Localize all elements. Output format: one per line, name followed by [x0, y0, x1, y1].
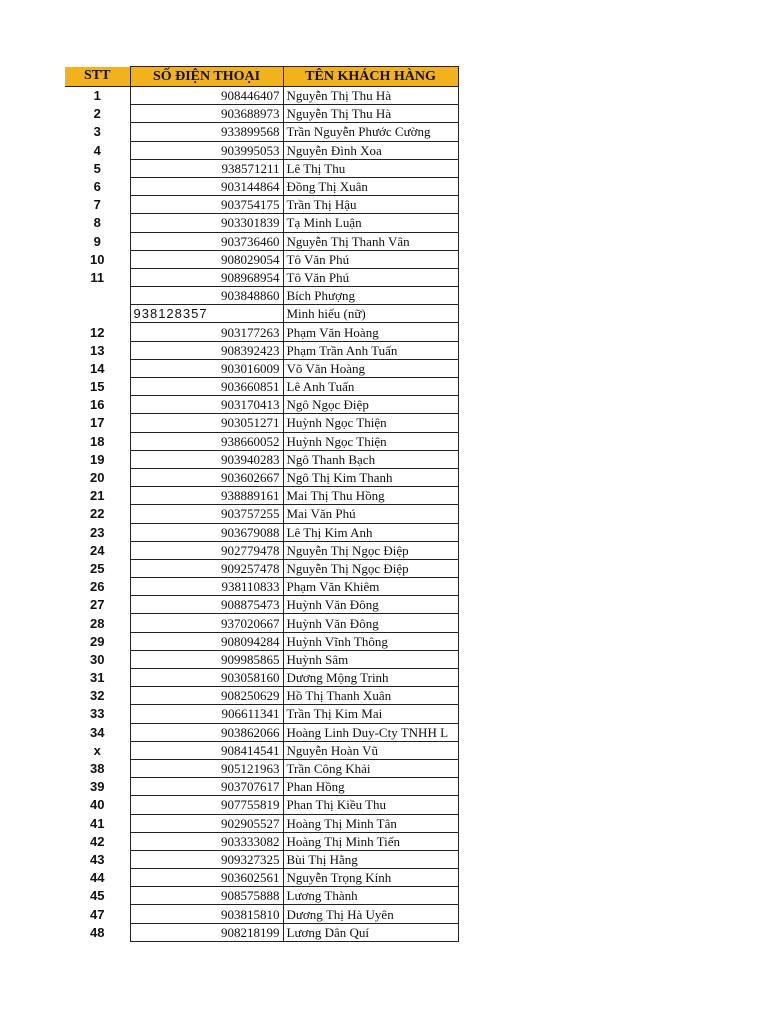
row-stt-cell[interactable]: 18: [90, 433, 105, 449]
row-phone-cell[interactable]: 903815810: [130, 905, 283, 923]
table-row: [65, 287, 458, 305]
row-stt-cell[interactable]: 12: [90, 324, 105, 340]
row-name-cell[interactable]: Huỳnh Sâm: [283, 650, 458, 668]
table-row: [65, 177, 458, 195]
header-row: [65, 67, 458, 87]
row-stt-cell[interactable]: [65, 305, 130, 323]
row-stt-cell[interactable]: 41: [90, 815, 105, 831]
row-stt-cell[interactable]: 20: [90, 470, 105, 486]
row-name-cell[interactable]: Trần Nguyễn Phước Cường: [283, 123, 458, 141]
row-phone-cell[interactable]: 903679088: [130, 523, 283, 541]
row-phone-cell[interactable]: 908250629: [130, 687, 283, 705]
table-row: [65, 796, 458, 814]
table-row: [65, 359, 458, 377]
row-stt-cell[interactable]: 45: [90, 888, 105, 904]
row-phone-cell[interactable]: 903736460: [130, 232, 283, 250]
row-name-cell[interactable]: Nguyễn Thị Ngọc Điệp: [283, 541, 458, 559]
table-row: [65, 505, 458, 523]
row-name-cell[interactable]: Huỳnh Vĩnh Thông: [283, 632, 458, 650]
row-phone-cell[interactable]: 908414541: [130, 741, 283, 759]
table-row: [65, 759, 458, 777]
row-phone-cell[interactable]: 937020667: [130, 614, 283, 632]
row-name-cell[interactable]: Nguyễn Trọng Kính: [283, 869, 458, 887]
row-name-cell[interactable]: Ngô Ngọc Điệp: [283, 396, 458, 414]
table-row: [65, 559, 458, 577]
row-name-cell[interactable]: Lương Dân Quí: [283, 923, 458, 941]
table-row: [65, 669, 458, 687]
row-stt-cell[interactable]: 32: [90, 688, 105, 704]
table-row: [65, 105, 458, 123]
table-row: [65, 468, 458, 486]
row-phone-cell[interactable]: 909985865: [130, 650, 283, 668]
row-stt-cell[interactable]: 17: [90, 415, 105, 431]
table-row: [65, 305, 458, 323]
row-phone-cell[interactable]: 938110833: [130, 578, 283, 596]
table-row: [65, 850, 458, 868]
row-stt-cell[interactable]: [65, 287, 130, 305]
table-row: [65, 523, 458, 541]
row-stt-cell[interactable]: 6: [93, 179, 101, 195]
row-phone-cell[interactable]: 908446407: [130, 87, 283, 105]
table-row: [65, 923, 458, 941]
row-stt-cell[interactable]: 2: [93, 106, 101, 122]
row-phone-cell[interactable]: 938889161: [130, 487, 283, 505]
row-name-cell[interactable]: Đồng Thị Xuân: [283, 177, 458, 195]
row-name-cell[interactable]: Bùi Thị Hằng: [283, 850, 458, 868]
row-stt-cell[interactable]: 39: [90, 779, 105, 795]
row-stt-cell[interactable]: 31: [90, 670, 105, 686]
row-phone-cell[interactable]: 909327325: [130, 850, 283, 868]
row-name-cell[interactable]: Hoàng Linh Duy-Cty TNHH L: [283, 723, 458, 741]
row-name-cell[interactable]: Phạm Trần Anh Tuấn: [283, 341, 458, 359]
row-phone-cell[interactable]: 903301839: [130, 214, 283, 232]
row-name-cell[interactable]: Nguyễn Thị Thanh Vân: [283, 232, 458, 250]
row-stt-cell[interactable]: 13: [90, 342, 105, 358]
row-stt-cell[interactable]: 1: [93, 88, 101, 104]
row-stt-cell[interactable]: 43: [90, 851, 105, 867]
row-phone-cell[interactable]: 908968954: [130, 268, 283, 286]
row-phone-cell[interactable]: 903602667: [130, 468, 283, 486]
row-stt-cell[interactable]: 30: [90, 651, 105, 667]
row-name-cell[interactable]: Phan Hồng: [283, 778, 458, 796]
row-stt-cell[interactable]: 25: [90, 560, 105, 576]
table-row: [65, 268, 458, 286]
table-row: [65, 159, 458, 177]
row-stt-cell[interactable]: 27: [90, 597, 105, 613]
row-name-cell[interactable]: Phan Thị Kiều Thu: [283, 796, 458, 814]
table-row: [65, 123, 458, 141]
table-row: [65, 778, 458, 796]
row-stt-cell[interactable]: 26: [90, 579, 105, 595]
row-phone-cell[interactable]: 903333082: [130, 832, 283, 850]
row-phone-cell[interactable]: 933899568: [130, 123, 283, 141]
row-name-cell[interactable]: Ngô Thanh Bạch: [283, 450, 458, 468]
table-row: [65, 214, 458, 232]
row-name-cell[interactable]: Huỳnh Văn Đông: [283, 614, 458, 632]
row-phone-cell[interactable]: 908575888: [130, 887, 283, 905]
row-stt-cell[interactable]: 10: [90, 251, 105, 267]
row-phone-cell[interactable]: 908875473: [130, 596, 283, 614]
row-phone-cell[interactable]: 905121963: [130, 759, 283, 777]
table-row: [65, 687, 458, 705]
table-row: [65, 814, 458, 832]
table-row: [65, 650, 458, 668]
row-phone-cell[interactable]: 903058160: [130, 669, 283, 687]
row-name-cell[interactable]: Tô Văn Phú: [283, 268, 458, 286]
row-stt-cell[interactable]: 16: [90, 397, 105, 413]
row-stt-cell[interactable]: 28: [90, 615, 105, 631]
row-phone-cell[interactable]: 903848860: [130, 287, 283, 305]
row-name-cell[interactable]: Lương Thành: [283, 887, 458, 905]
table-row: [65, 723, 458, 741]
row-stt-cell[interactable]: 34: [90, 724, 105, 740]
row-name-cell[interactable]: Nguyễn Thị Thu Hà: [283, 87, 458, 105]
row-name-cell[interactable]: Bích Phượng: [283, 287, 458, 305]
row-name-cell[interactable]: Hoàng Thị Minh Tiến: [283, 832, 458, 850]
header-phone[interactable]: SỐ ĐIỆN THOẠI: [130, 67, 283, 87]
row-phone-cell[interactable]: 902905527: [130, 814, 283, 832]
row-stt-cell[interactable]: 29: [90, 633, 105, 649]
row-phone-cell[interactable]: 903707617: [130, 778, 283, 796]
table-row: [65, 432, 458, 450]
row-name-cell[interactable]: Huỳnh Ngọc Thiện: [283, 432, 458, 450]
row-name-cell[interactable]: Mai Văn Phú: [283, 505, 458, 523]
row-name-cell[interactable]: Nguyễn Hoàn Vũ: [283, 741, 458, 759]
table-row: [65, 87, 458, 105]
row-phone-cell[interactable]: 907755819: [130, 796, 283, 814]
row-phone-cell[interactable]: 903660851: [130, 378, 283, 396]
row-phone-cell[interactable]: 908218199: [130, 923, 283, 941]
table-row: [65, 869, 458, 887]
row-stt-cell[interactable]: 7: [93, 197, 101, 213]
row-stt-cell[interactable]: 15: [90, 379, 105, 395]
header-stt[interactable]: STT: [65, 67, 130, 87]
table-row: [65, 596, 458, 614]
row-name-cell[interactable]: Võ Văn Hoàng: [283, 359, 458, 377]
table-row: [65, 450, 458, 468]
row-stt-cell[interactable]: 19: [90, 451, 105, 467]
table-row: [65, 578, 458, 596]
row-phone-cell[interactable]: 906611341: [130, 705, 283, 723]
row-name-cell[interactable]: Tô Văn Phú: [283, 250, 458, 268]
row-name-cell[interactable]: Tạ Minh Luận: [283, 214, 458, 232]
row-name-cell[interactable]: Lê Thị Thu: [283, 159, 458, 177]
row-stt-cell[interactable]: 14: [90, 360, 105, 376]
row-phone-cell[interactable]: 903995053: [130, 141, 283, 159]
row-phone-cell[interactable]: 903016009: [130, 359, 283, 377]
table-row: [65, 705, 458, 723]
row-name-cell[interactable]: Huỳnh Văn Đông: [283, 596, 458, 614]
row-stt-cell[interactable]: 8: [93, 215, 101, 231]
row-stt-cell[interactable]: 40: [90, 797, 105, 813]
table-row: [65, 632, 458, 650]
row-name-cell[interactable]: Lê Thị Kim Anh: [283, 523, 458, 541]
row-stt-cell[interactable]: x: [93, 742, 101, 758]
row-phone-cell[interactable]: 903170413: [130, 396, 283, 414]
row-phone-cell[interactable]: 909257478: [130, 559, 283, 577]
table-row: [65, 905, 458, 923]
table-row: [65, 741, 458, 759]
table-row: [65, 250, 458, 268]
row-phone-cell[interactable]: 908392423: [130, 341, 283, 359]
row-stt-cell[interactable]: 24: [90, 542, 105, 558]
row-stt-cell[interactable]: 22: [90, 506, 105, 522]
row-phone-cell[interactable]: 908029054: [130, 250, 283, 268]
row-phone-cell[interactable]: 903602561: [130, 869, 283, 887]
row-phone-cell[interactable]: 903754175: [130, 196, 283, 214]
customer-table: [65, 66, 459, 942]
table-row: [65, 323, 458, 341]
row-stt-cell[interactable]: 11: [90, 269, 105, 285]
table-row: [65, 141, 458, 159]
row-stt-cell[interactable]: 38: [90, 761, 105, 777]
table-row: [65, 832, 458, 850]
row-name-cell[interactable]: Dương Thị Hà Uyên: [283, 905, 458, 923]
row-stt-cell[interactable]: 4: [93, 142, 101, 158]
row-phone-cell[interactable]: 903757255: [130, 505, 283, 523]
table-row: [65, 341, 458, 359]
row-name-cell[interactable]: Nguyễn Thị Thu Hà: [283, 105, 458, 123]
row-stt-cell[interactable]: 47: [90, 906, 105, 922]
row-phone-cell[interactable]: 908094284: [130, 632, 283, 650]
table-row: [65, 396, 458, 414]
row-name-cell[interactable]: Ngô Thị Kim Thanh: [283, 468, 458, 486]
row-phone-cell[interactable]: 902779478: [130, 541, 283, 559]
table-row: [65, 378, 458, 396]
table-row: [65, 232, 458, 250]
row-name-cell[interactable]: Hoàng Thị Minh Tân: [283, 814, 458, 832]
row-stt-cell[interactable]: 21: [90, 488, 105, 504]
table-row: [65, 487, 458, 505]
table-row: [65, 414, 458, 432]
row-name-cell[interactable]: Phạm Văn Hoàng: [283, 323, 458, 341]
row-phone-cell[interactable]: 903940283: [130, 450, 283, 468]
row-phone-cell[interactable]: 903688973: [130, 105, 283, 123]
row-phone-cell[interactable]: 903051271: [130, 414, 283, 432]
table-row: [65, 196, 458, 214]
row-stt-cell[interactable]: 5: [93, 160, 101, 176]
row-phone-cell[interactable]: 903144864: [130, 177, 283, 195]
row-stt-cell[interactable]: 9: [93, 233, 101, 249]
row-stt-cell[interactable]: 23: [90, 524, 105, 540]
row-phone-cell[interactable]: 903862066: [130, 723, 283, 741]
row-name-cell[interactable]: Mai Thị Thu Hồng: [283, 487, 458, 505]
row-name-cell[interactable]: Trần Thị Hậu: [283, 196, 458, 214]
table-row: [65, 887, 458, 905]
row-name-cell[interactable]: Nguyễn Đình Xoa: [283, 141, 458, 159]
row-stt-cell[interactable]: 42: [90, 833, 105, 849]
table-row: [65, 541, 458, 559]
row-phone-cell[interactable]: 938660052: [130, 432, 283, 450]
row-name-cell[interactable]: Trần Công Khải: [283, 759, 458, 777]
row-phone-cell[interactable]: 938571211: [130, 159, 283, 177]
row-name-cell[interactable]: Trần Thị Kim Mai: [283, 705, 458, 723]
row-stt-cell[interactable]: 48: [90, 924, 105, 940]
row-name-cell[interactable]: Lê Anh Tuấn: [283, 378, 458, 396]
row-stt-cell[interactable]: 3: [93, 124, 101, 140]
table-row: [65, 614, 458, 632]
row-name-cell[interactable]: Phạm Văn Khiêm: [283, 578, 458, 596]
row-name-cell[interactable]: Minh hiếu (nữ): [283, 305, 458, 323]
row-stt-cell[interactable]: 33: [90, 706, 105, 722]
row-phone-cell[interactable]: 938128357: [130, 305, 283, 323]
row-name-cell[interactable]: Hồ Thị Thanh Xuân: [283, 687, 458, 705]
row-phone-cell[interactable]: 903177263: [130, 323, 283, 341]
row-name-cell[interactable]: Huỳnh Ngọc Thiện: [283, 414, 458, 432]
header-name[interactable]: TÊN KHÁCH HÀNG: [283, 67, 458, 87]
row-name-cell[interactable]: Nguyễn Thị Ngọc Điệp: [283, 559, 458, 577]
row-stt-cell[interactable]: 44: [90, 870, 105, 886]
row-name-cell[interactable]: Dương Mộng Trinh: [283, 669, 458, 687]
